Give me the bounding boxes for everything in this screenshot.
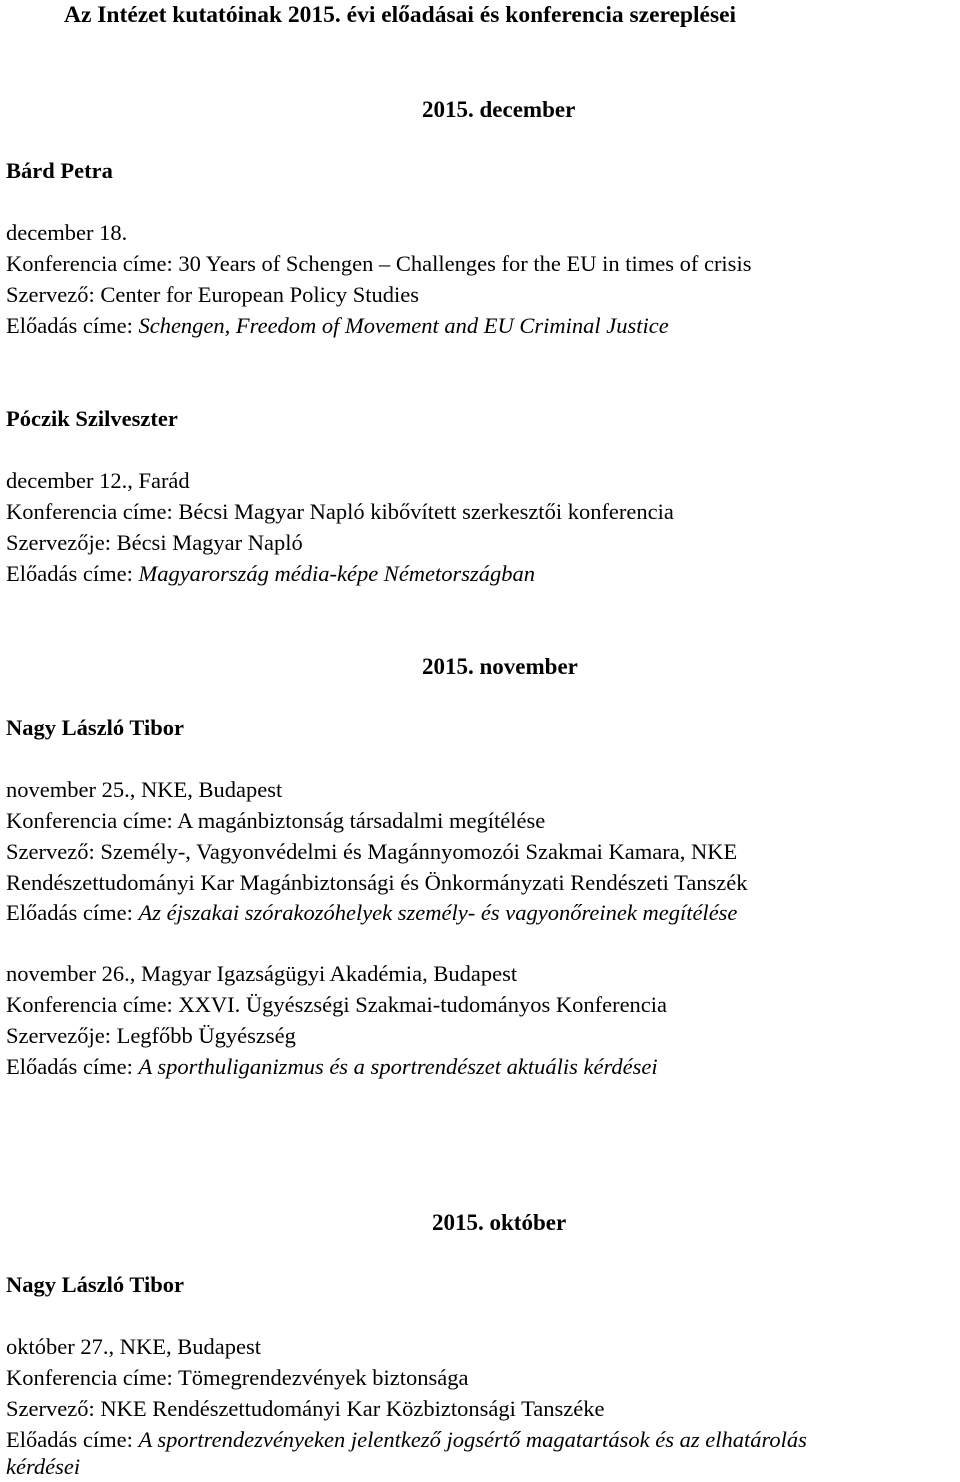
conference-title: 30 Years of Schengen – Challenges for the EU in times of crisis	[178, 251, 752, 276]
organizer-name: Bécsi Magyar Napló	[116, 530, 303, 555]
entry-organizer	[6, 1021, 296, 1051]
organizer-label: Szervező:	[6, 839, 101, 864]
conference-title: XXVI. Ügyészségi Szakmai-tudományos Konferencia	[178, 992, 668, 1017]
talk-title: Magyarország média-képe Németországban	[138, 561, 536, 586]
entry-talk	[6, 1052, 658, 1082]
organizer-label: Szervező:	[6, 1396, 101, 1421]
entry-organizer	[6, 528, 303, 558]
month-heading-december: 2015. december	[422, 97, 576, 122]
organizer-label: Szervezője:	[6, 530, 117, 555]
entry-talk	[6, 559, 535, 589]
talk-label: Előadás címe:	[6, 1427, 139, 1452]
entry-organizer	[6, 837, 737, 867]
conference-label: Konferencia címe:	[6, 1365, 179, 1390]
talk-label: Előadás címe:	[6, 561, 139, 586]
entry-talk	[6, 898, 737, 928]
month-heading-october: 2015. október	[432, 1210, 567, 1235]
entry-conference	[6, 249, 751, 279]
talk-label: Előadás címe:	[6, 900, 139, 925]
talk-title: Az éjszakai szórakozóhelyek személy- és vagyonőreinek megítélése	[138, 900, 738, 925]
conference-title: Bécsi Magyar Napló kibővített szerkesztői konferencia	[178, 499, 674, 524]
entry-talk	[6, 1425, 807, 1455]
entry-conference	[6, 497, 674, 527]
organizer-name: Legfőbb Ügyészség	[116, 1023, 296, 1048]
author-name: Nagy László Tibor	[6, 1272, 184, 1297]
page-title: Az Intézet kutatóinak 2015. évi előadásai és konferencia szereplései	[64, 2, 737, 28]
organizer-name: Személy-, Vagyonvédelmi és Magánnyomozói Szakmai Kamara, NKE	[100, 839, 738, 864]
entry-conference	[6, 806, 545, 836]
author-name: Póczik Szilveszter	[6, 406, 178, 431]
conference-label: Konferencia címe:	[6, 499, 179, 524]
organizer-name: Center for European Policy Studies	[100, 282, 420, 307]
conference-label: Konferencia címe:	[6, 992, 179, 1017]
talk-title-continued: kérdései	[6, 1454, 81, 1479]
entry-date: november 26., Magyar Igazságügyi Akadémia, Budapest	[6, 961, 518, 986]
month-heading-november: 2015. november	[422, 654, 578, 679]
talk-title: A sportrendezvényeken jelentkező jogsértő magatartások és az elhatárolás	[138, 1427, 807, 1452]
entry-conference	[6, 990, 667, 1020]
talk-label: Előadás címe:	[6, 313, 139, 338]
entry-date: december 12., Farád	[6, 468, 190, 493]
organizer-label: Szervező:	[6, 282, 101, 307]
talk-title: Schengen, Freedom of Movement and EU Criminal Justice	[138, 313, 669, 338]
organizer-name: NKE Rendészettudományi Kar Közbiztonsági Tanszéke	[100, 1396, 605, 1421]
entry-conference	[6, 1363, 469, 1393]
entry-date: december 18.	[6, 220, 128, 245]
talk-label: Előadás címe:	[6, 1054, 139, 1079]
entry-organizer-continued: Rendészettudományi Kar Magánbiztonsági és Önkormányzati Rendészeti Tanszék	[6, 870, 748, 895]
author-name: Bárd Petra	[6, 158, 113, 183]
entry-organizer	[6, 1394, 604, 1424]
conference-label: Konferencia címe:	[6, 251, 179, 276]
conference-title: Tömegrendezvények biztonsága	[178, 1365, 469, 1390]
entry-talk	[6, 311, 669, 341]
entry-date: november 25., NKE, Budapest	[6, 777, 283, 802]
organizer-label: Szervezője:	[6, 1023, 117, 1048]
entry-organizer	[6, 280, 419, 310]
author-name: Nagy László Tibor	[6, 715, 184, 740]
conference-label: Konferencia címe:	[6, 808, 178, 833]
entry-date: október 27., NKE, Budapest	[6, 1334, 261, 1359]
talk-title: A sporthuliganizmus és a sportrendészet aktuális kérdései	[138, 1054, 658, 1079]
entry-talk-continued	[6, 1452, 80, 1482]
conference-title: A magánbiztonság társadalmi megítélése	[177, 808, 546, 833]
